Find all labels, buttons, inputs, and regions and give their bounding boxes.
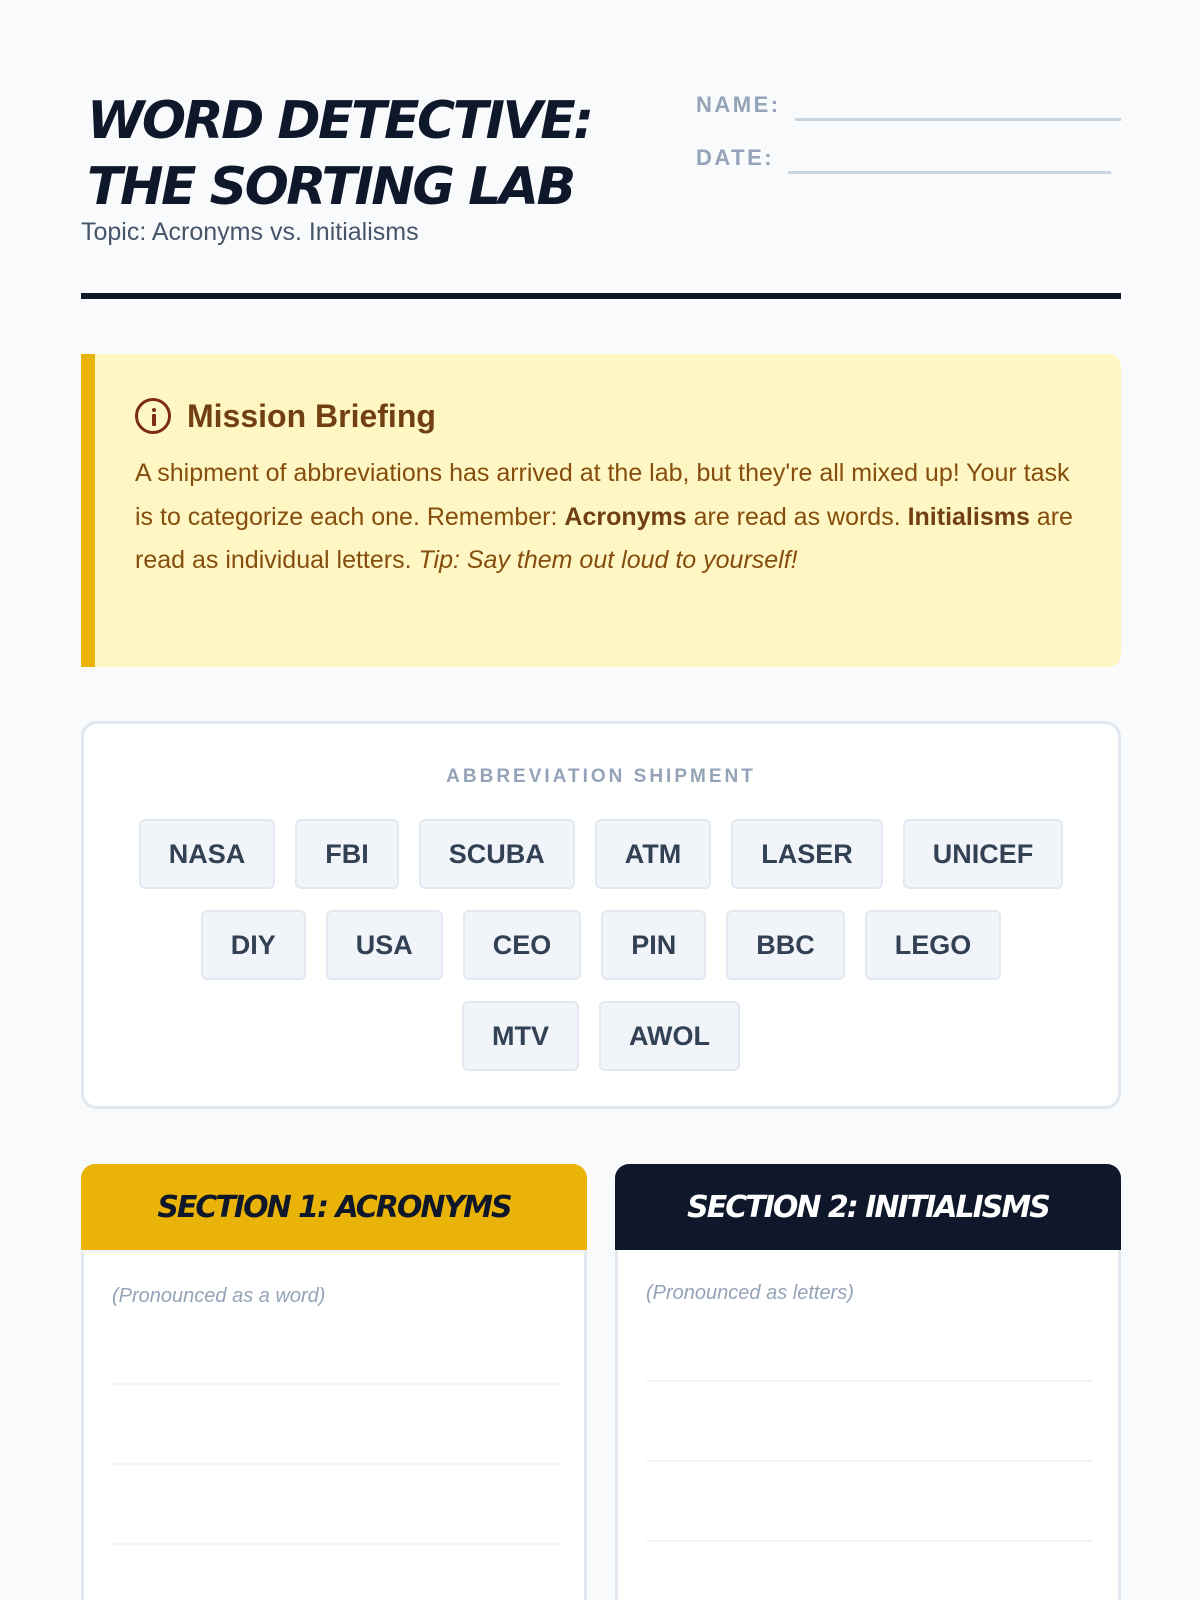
date-field[interactable] xyxy=(696,141,1121,171)
acronyms-section xyxy=(81,1164,587,1600)
abbreviation-chip[interactable]: LASER xyxy=(731,819,883,889)
abbreviation-chip[interactable]: USA xyxy=(326,910,443,980)
briefing-title: Mission Briefing xyxy=(187,397,436,434)
abbreviation-chip[interactable]: BBC xyxy=(726,910,845,980)
acronyms-term: Acronyms xyxy=(564,502,687,531)
abbreviation-chip[interactable]: PIN xyxy=(601,910,706,980)
worksheet-page xyxy=(81,0,1121,1600)
briefing-text-part-3: are read as individual letters. xyxy=(135,502,1073,574)
initialisms-term: Initialisms xyxy=(907,502,1030,531)
page-title xyxy=(87,88,687,220)
initialisms-hint: (Pronounced as letters) xyxy=(646,1282,854,1304)
abbreviation-chip[interactable]: FBI xyxy=(295,819,399,889)
abbreviation-chip[interactable]: UNICEF xyxy=(903,819,1064,889)
student-fields xyxy=(696,88,1121,194)
abbreviation-chip[interactable]: LEGO xyxy=(865,910,1002,980)
abbreviation-chip-list xyxy=(134,819,1068,1071)
abbreviation-chip[interactable]: ATM xyxy=(595,819,711,889)
answer-line[interactable] xyxy=(646,1460,1092,1462)
briefing-text-part-1: A shipment of abbreviations has arrived at the lab, but they're all mixed up! Your task is to categorize each one. Remember: xyxy=(135,459,1070,531)
answer-line[interactable] xyxy=(646,1380,1092,1382)
info-icon xyxy=(135,398,171,434)
acronyms-hint: (Pronounced as a word) xyxy=(112,1285,326,1307)
title-line-1: WORD DETECTIVE: xyxy=(87,91,592,151)
initialisms-section xyxy=(615,1164,1121,1600)
briefing-tip: Tip: Say them out loud to yourself! xyxy=(418,546,798,574)
name-line[interactable] xyxy=(795,118,1121,121)
acronyms-section-title: SECTION 1: ACRONYMS xyxy=(81,1164,587,1250)
abbreviation-chip[interactable]: DIY xyxy=(201,910,306,980)
answer-line[interactable] xyxy=(112,1463,558,1465)
abbreviation-chip[interactable]: NASA xyxy=(139,819,276,889)
initialisms-section-title: SECTION 2: INITIALISMS xyxy=(615,1164,1121,1250)
abbreviation-chip[interactable]: CEO xyxy=(463,910,582,980)
name-label: NAME: xyxy=(696,92,781,117)
name-field[interactable] xyxy=(696,88,1121,118)
mission-briefing xyxy=(81,354,1121,667)
shipment-title: ABBREVIATION SHIPMENT xyxy=(446,766,756,787)
abbreviation-chip[interactable]: SCUBA xyxy=(419,819,575,889)
briefing-text-part-2: are read as words. xyxy=(686,502,908,531)
answer-line[interactable] xyxy=(112,1543,558,1545)
topic-subtitle: Topic: Acronyms vs. Initialisms xyxy=(81,218,419,246)
abbreviation-shipment xyxy=(81,721,1121,1109)
briefing-text xyxy=(135,452,1081,583)
briefing-header xyxy=(135,394,1081,438)
acronyms-answer-area[interactable] xyxy=(81,1250,587,1600)
worksheet-header xyxy=(81,88,1121,300)
date-label: DATE: xyxy=(696,145,775,170)
title-line-2: THE SORTING LAB xyxy=(87,157,574,217)
abbreviation-chip[interactable]: MTV xyxy=(462,1001,579,1071)
answer-line[interactable] xyxy=(112,1383,558,1385)
answer-line[interactable] xyxy=(646,1540,1092,1542)
date-line[interactable] xyxy=(788,171,1111,174)
abbreviation-chip[interactable]: AWOL xyxy=(599,1001,740,1071)
initialisms-answer-area[interactable] xyxy=(615,1250,1121,1600)
header-divider xyxy=(81,293,1121,299)
